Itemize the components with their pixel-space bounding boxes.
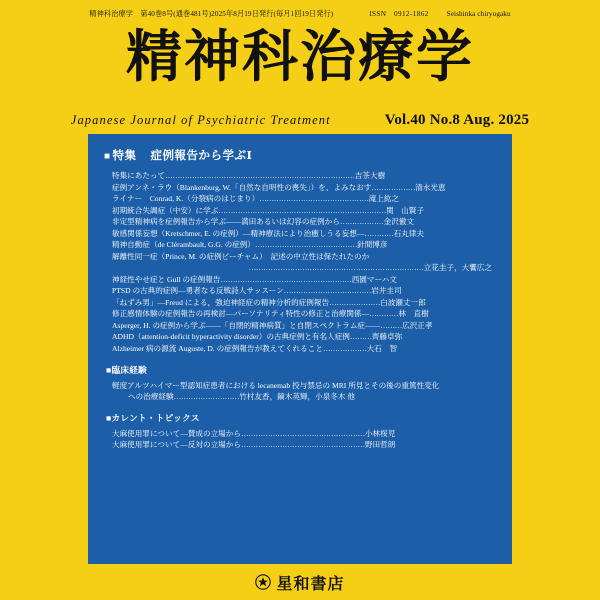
issue-info-left: 精神科治療学 第40巻8号(通巻481号)2025年8月19日発行(毎月1回19日発行) [89,10,334,18]
entry-title: ADHD（attention-deficit hyperactivity disorder）の古典症例と有名人症例 [112,332,350,342]
entry-title-line1: 軽度アルツハイマー型認知症患者における lecanemab 投与禁忌の MRI 所見とその後の重篤性変化 [112,380,440,390]
entry-author: 滝上紘之 [368,194,400,204]
contents-panel [88,134,512,564]
list-item: 大麻使用罪について―賛成の立場から……………………………………………小林桜児 [112,428,396,438]
entry-title: 特集にあたって [112,171,166,180]
entry-title-line2: への治療経験………………………竹村友香，鏑木英輝，小泉冬木 他 [128,392,356,402]
entry-author: 西園マーハ文 [351,274,397,284]
feature-heading [104,147,498,163]
publisher-name: 星和書店 [276,573,345,593]
list-item: Alzheimer 病の源流 Auguste, D. の症例報告が教えてくれること………………大石 智 [112,343,398,353]
issn-block [369,9,511,19]
list-item: 症例アンネ・ラウ（Blankenburg, W.「自然な自明性の喪失」）を、よみなおす………………清水光恵 [112,182,446,192]
entry-author: 広沢正孝 [402,320,433,330]
feature-heading-mark: ■ [104,151,111,162]
list-item: ADHD（attention-deficit hyperactivity disorder）の古典症例と有名人症例………齊藤卓弥 [112,332,403,342]
entry-author: 清水光恵 [415,182,446,192]
list-item [102,251,498,274]
entry-author: 吉茶大樹 [354,171,386,180]
entry-title: 大麻使用罪について―賛成の立場から [112,428,241,438]
feature-heading-label: 特集 [112,150,137,162]
star-book-logo-icon [255,574,271,590]
current-topics-heading: ■カレント・トピックス [106,412,200,423]
entry-title: Asperger, H. の症例から学ぶ――「自閉的精神病質」と自閉スペクトラム症―― [112,320,381,330]
entry-author: 野田哲朗 [364,440,396,450]
list-item: 修正感情体験の症例報告の再検討―パーソナリティ特性の修正と治療関係―…………林 直樹 [112,309,429,319]
entry-title: 精神自動症（de Clérambault, G.G. の症例） [112,240,255,250]
journal-romaji: Seishinka chiryogaku [446,10,511,18]
entry-title: 敏感関係妄想（Kretschmer, E. の症例）―精神療法により治癒しうる妄想― [112,228,365,238]
list-item: 大麻使用罪について―反対の立場から……………………………………………野田哲朗 [112,440,396,450]
entry-title: 初期統合失調症（中安）に学ぶ [112,205,219,215]
list-item [102,380,498,403]
list-item: Asperger, H. の症例から学ぶ――「自閉的精神病質」と自閉スペクトラム症――………広沢正孝 [112,320,433,330]
clinical-experience-heading: ■臨床経験 [106,364,148,375]
entry-title: ライナー Conrad, K.（分裂病のはじまり） [112,194,260,204]
issn-value: ISSN 0912-1862 [369,10,429,18]
journal-title-english: Japanese Journal of Psychiatric Treatment [70,113,331,127]
entry-author: 林 直樹 [398,309,429,319]
entry-authors: ………………………………………………………………立花圭子，大饗広之 [248,263,492,273]
entry-title: 神経性やせ症と Gull の症例報告 [112,274,221,284]
entry-title: 症例アンネ・ラウ（Blankenburg, W.「自然な自明性の喪失」）を、よみなおす [112,182,372,192]
entry-title: Alzheimer 病の源流 Auguste, D. の症例報告が教えてくれること [112,343,323,353]
entry-title: 修正感情体験の症例報告の再検討―パーソナリティ特性の修正と治療関係― [112,309,370,319]
entry-author: 関 山賢子 [386,205,425,215]
entry-author: 大石 智 [366,343,398,353]
list-item: ライナー Conrad, K.（分裂病のはじまり）………………………………………滝上紘之 [112,194,400,204]
entry-author: 金沢徹文 [383,217,414,227]
entry-title: 「ねずみ男」―Freud による，強迫神経症の精神分析的症例報告 [112,297,330,307]
entry-title: 非定型精神病を症例報告から学ぶ――満田あるいは幻容の症例から [112,217,340,227]
entry-author: 針間博彦 [357,240,388,250]
list-item: 特集にあたって……………………………………………………………………吉茶大樹 [112,171,386,180]
volume-issue-date: Vol.40 No.8 Aug. 2025 [384,112,530,128]
entry-author: 石丸律夫 [393,228,424,238]
title-english-row [0,112,600,129]
publisher-bar [0,564,600,600]
list-item: PTSD の古典的症例―勇者なる反戦詩人サッスーン………………………………岩井圭司 [112,286,402,296]
feature-heading-title: 症例報告から学ぶⅠ [150,150,253,162]
list-item: 敏感関係妄想（Kretschmer, E. の症例）―精神療法により治癒しうる妄想―…………石丸律夫 [112,228,424,238]
journal-title-japanese: 精神科治療学 [126,24,474,90]
entry-title: PTSD の古典的症例―勇者なる反戦詩人サッスーン [112,286,284,296]
masthead [0,0,600,130]
list-item: 精神自動症（de Clérambault, G.G. の症例）……………………………………針間博彦 [112,240,388,250]
publisher-identity [255,571,344,594]
issue-info-line [0,9,600,19]
entry-author: 齊藤卓弥 [371,332,403,342]
entry-title: 解離性同一症（Prince, M. の症例ビーチャム） 記述の中立性は保たれたのか [112,251,370,261]
list-item: 非定型精神病を症例報告から学ぶ――満田あるいは幻容の症例から………………金沢徹文 [112,217,414,227]
entry-authors: 竹村友香，鏑木英輝，小泉冬木 他 [239,392,356,402]
entry-title: 大麻使用罪について―反対の立場から [112,440,241,450]
entry-author: 小林桜児 [364,428,396,438]
list-item: 神経性やせ症と Gull の症例報告………………………………………………西園マーハ文 [112,274,397,284]
list-item: 「ねずみ男」―Freud による，強迫神経症の精神分析的症例報告…………………白波瀬丈一郎 [112,297,426,307]
entry-author: 白波瀬丈一郎 [380,297,426,307]
entry-author: 岩井圭司 [371,286,402,296]
list-item: 初期統合失調症（中安）に学ぶ……………………………………………………………関 山賢子 [112,205,425,215]
